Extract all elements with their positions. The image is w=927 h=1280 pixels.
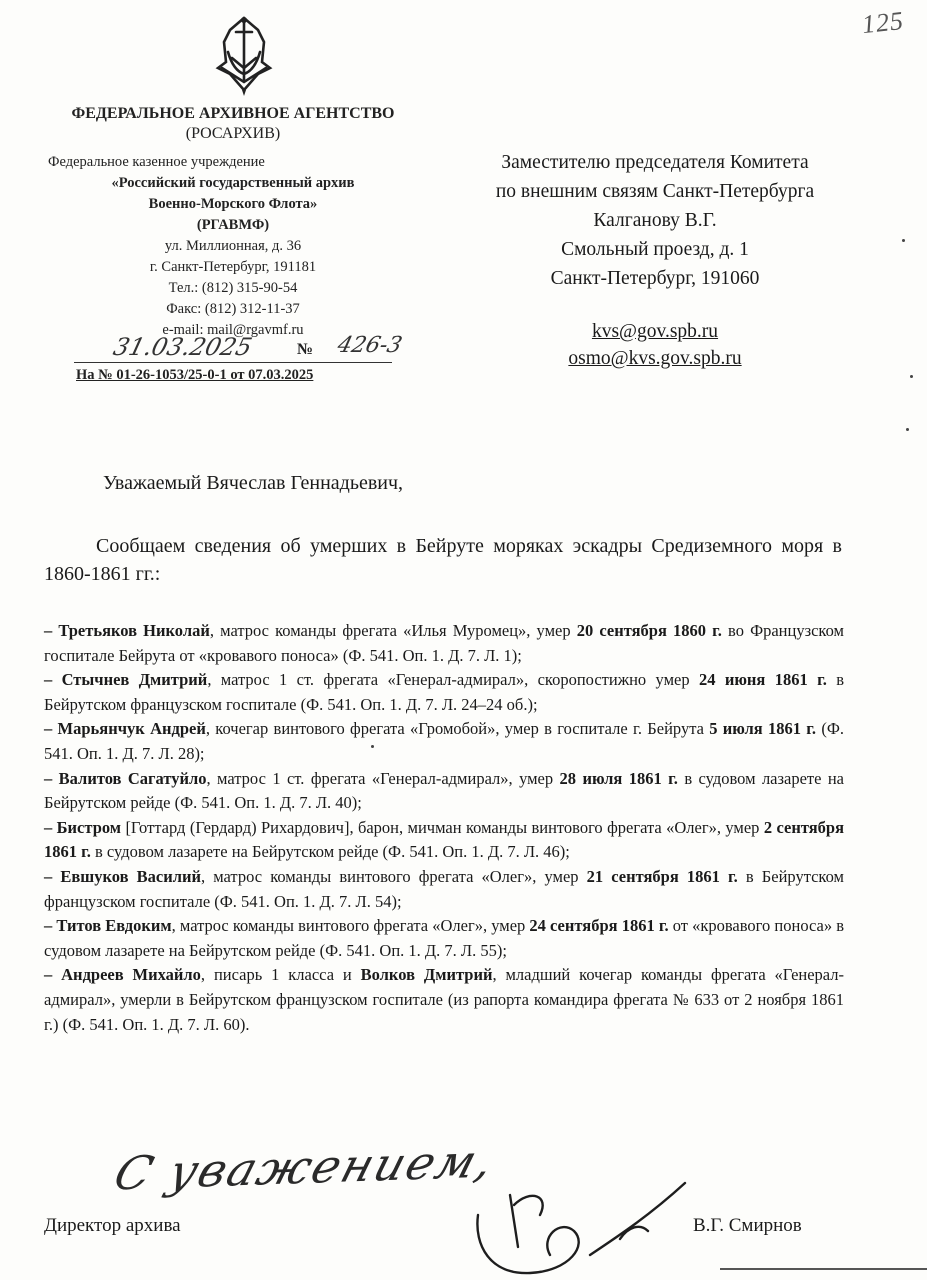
sender-street: ул. Миллионная, д. 36 bbox=[164, 238, 302, 254]
archive-name-line1: «Российский государственный архив bbox=[111, 175, 355, 191]
sailor-name: – Валитов Сагатуйло bbox=[44, 768, 207, 788]
signatory-name: В.Г. Смирнов bbox=[693, 1215, 802, 1236]
recipient-block bbox=[440, 148, 870, 293]
death-date: 24 июня 1861 г. bbox=[698, 670, 827, 690]
sailor-name: – Андреев Михайло bbox=[44, 965, 201, 985]
sender-fax: Факс: (812) 312-11-37 bbox=[166, 301, 300, 317]
signatory-title: Директор архива bbox=[44, 1215, 181, 1236]
outgoing-number: 426-3 bbox=[334, 333, 405, 358]
sailor-name: – Стычнев Дмитрий bbox=[44, 670, 208, 690]
death-date: 24 сентября 1861 г. bbox=[529, 916, 669, 936]
list-item bbox=[44, 914, 844, 963]
recipient-line: по внешним связям Санкт-Петербурга bbox=[495, 181, 815, 202]
archive-emblem-logo bbox=[198, 8, 290, 100]
sender-email: e-mail: mail@rgavmf.ru bbox=[162, 322, 304, 338]
institution-type: Федеральное казенное учреждение bbox=[48, 154, 265, 170]
scan-speck bbox=[902, 239, 905, 242]
item-text: в Бейрутском французском госпитале (Ф. 541. Оп. 1. Д. 7. Л. 24–24 об.); bbox=[44, 670, 844, 714]
sailor-name-second: Волков Дмитрий bbox=[360, 965, 493, 985]
agency-header bbox=[48, 104, 418, 144]
outgoing-date: 31.03.2025 bbox=[110, 333, 255, 361]
handwritten-signature bbox=[470, 1175, 690, 1280]
sailor-name: – Марьянчук Андрей bbox=[44, 719, 206, 739]
page-number: 125 bbox=[860, 5, 906, 40]
list-item bbox=[44, 767, 844, 816]
sailor-name: – Бистром bbox=[44, 817, 122, 837]
agency-name: ФЕДЕРАЛЬНОЕ АРХИВНОЕ АГЕНТСТВО bbox=[71, 105, 395, 122]
death-date: 5 июля 1861 г. bbox=[709, 719, 817, 739]
item-text: , кочегар винтового фрегата «Громобой», умер в госпитале г. Бейрута bbox=[205, 719, 710, 739]
reference-line: На № 01-26-1053/25-0-1 от 07.03.2025 bbox=[76, 367, 314, 383]
item-text: , писарь 1 класса и bbox=[200, 965, 361, 985]
item-text: в судовом лазарете на Бейрутском рейде (Ф. 541. Оп. 1. Д. 7. Л. 40); bbox=[44, 768, 845, 813]
recipient-email-link[interactable]: kvs@gov.spb.ru bbox=[591, 321, 719, 342]
agency-abbr: (РОСАРХИВ) bbox=[185, 125, 281, 142]
item-text: во Французском госпитале Бейрута от «кровавого поноса» (Ф. 541. Оп. 1. Д. 7. Л. 1); bbox=[44, 621, 844, 665]
list-item bbox=[44, 865, 844, 914]
death-date: 2 сентября 1861 г. bbox=[44, 817, 844, 862]
death-date: 28 июля 1861 г. bbox=[559, 768, 678, 788]
recipient-line: Заместителю председателя Комитета bbox=[501, 152, 809, 173]
list-item bbox=[44, 717, 844, 766]
archive-name-line2: Военно-Морского Флота» bbox=[148, 196, 318, 212]
item-text: в Бейрутском французском госпитале (Ф. 541. Оп. 1. Д. 7. Л. 54); bbox=[44, 866, 844, 911]
closing-handwritten: С уважением, bbox=[108, 1133, 502, 1201]
item-text: , матрос команды винтового фрегата «Олег», умер bbox=[171, 916, 530, 936]
item-text: , матрос 1 ст. фрегата «Генерал-адмирал», умер bbox=[206, 768, 560, 788]
item-text: , матрос команды винтового фрегата «Олег», умер bbox=[200, 866, 587, 886]
page-edge-line bbox=[720, 1268, 927, 1270]
item-text: , матрос команды фрегата «Илья Муромец», умер bbox=[209, 621, 577, 640]
recipient-line: Калганову В.Г. bbox=[593, 210, 717, 231]
death-date: 20 сентября 1860 г. bbox=[576, 621, 722, 640]
list-item bbox=[44, 816, 844, 865]
list-item bbox=[44, 668, 844, 717]
item-text: от «кровавого поноса» в судовом лазарете на Бейрутском рейде (Ф. 541. Оп. 1. Д. 7. Л. 55); bbox=[44, 916, 844, 960]
sender-phone: Тел.: (812) 315-90-54 bbox=[168, 280, 298, 296]
outgoing-number-label: № bbox=[297, 341, 314, 358]
item-text: , младший кочегар команды фрегата «Генерал-адмирал», умерли в Бейрутском французском госпитале (из рапорта командира фрегата № 633 от 2 ноября 1861 г.) (Ф. 541. Оп. 1. Д. 7. Л. 60). bbox=[44, 965, 844, 1034]
sender-city: г. Санкт-Петербург, 191181 bbox=[149, 259, 317, 275]
item-text: (Ф. 541. Оп. 1. Д. 7. Л. 28); bbox=[44, 719, 844, 763]
archive-abbr: (РГАВМФ) bbox=[196, 217, 270, 233]
scan-speck bbox=[906, 428, 909, 431]
sailor-list bbox=[44, 619, 844, 1037]
scan-speck bbox=[371, 745, 374, 748]
item-text: в судовом лазарете на Бейрутском рейде (Ф. 541. Оп. 1. Д. 7. Л. 46); bbox=[90, 842, 570, 862]
list-item bbox=[44, 619, 844, 668]
recipient-line: Смольный проезд, д. 1 bbox=[561, 239, 749, 260]
item-text: , матрос 1 ст. фрегата «Генерал-адмирал», скоропостижно умер bbox=[207, 670, 699, 690]
sailor-name: – Третьяков Николай bbox=[44, 621, 210, 640]
sender-block bbox=[48, 152, 418, 341]
list-item bbox=[44, 963, 844, 1037]
sailor-name: – Титов Евдоким bbox=[44, 916, 172, 936]
recipient-emails bbox=[440, 318, 870, 372]
recipient-line: Санкт-Петербург, 191060 bbox=[550, 268, 760, 289]
death-date: 21 сентября 1861 г. bbox=[586, 866, 738, 886]
intro-paragraph: Сообщаем сведения об умерших в Бейруте моряках эскадры Средиземного моря в 1860-1861 гг.: bbox=[44, 535, 842, 585]
scan-speck bbox=[910, 375, 913, 378]
recipient-email-link[interactable]: osmo@kvs.gov.spb.ru bbox=[568, 348, 742, 369]
greeting: Уважаемый Вячеслав Геннадьевич, bbox=[103, 472, 404, 494]
item-text: [Готтард (Гердард) Рихардович], барон, мичман команды винтового фрегата «Олег», умер bbox=[121, 817, 764, 837]
sailor-name: – Евшуков Василий bbox=[44, 866, 201, 886]
